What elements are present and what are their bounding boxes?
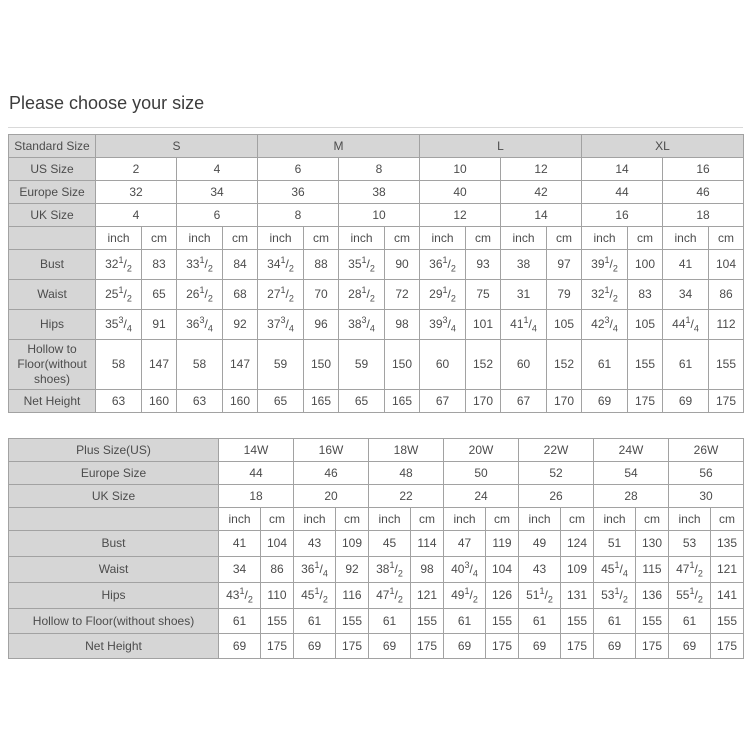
value-cell: 65 <box>142 280 177 310</box>
value-cell: 22W <box>519 439 594 462</box>
value-cell: 114 <box>411 531 444 557</box>
value-cell: 105 <box>547 310 582 340</box>
value-cell: 175 <box>411 634 444 659</box>
value-cell: 24 <box>444 485 519 508</box>
value-cell: 2 <box>96 158 177 181</box>
row-label-cell: Bust <box>9 531 219 557</box>
value-cell: 115 <box>636 557 669 583</box>
value-cell: $38^3/_4$ <box>339 310 385 340</box>
value-cell: 53 <box>669 531 711 557</box>
value-cell: 109 <box>336 531 369 557</box>
row-label-cell: Europe Size <box>9 181 96 204</box>
value-cell: $32^1/_2$ <box>582 280 628 310</box>
value-cell: 49 <box>519 531 561 557</box>
value-cell: 61 <box>519 609 561 634</box>
row-label-cell: Standard Size <box>9 135 96 158</box>
value-cell: 46 <box>294 462 369 485</box>
value-cell: 93 <box>466 250 501 280</box>
value-cell: $35^1/_2$ <box>339 250 385 280</box>
value-cell: 91 <box>142 310 177 340</box>
title-divider <box>8 127 743 128</box>
value-cell: 41 <box>219 531 261 557</box>
value-cell: 69 <box>444 634 486 659</box>
value-cell: 116 <box>336 583 369 609</box>
value-cell: 43 <box>519 557 561 583</box>
value-cell: 155 <box>411 609 444 634</box>
value-cell: 112 <box>709 310 744 340</box>
value-cell: 152 <box>466 340 501 390</box>
unit-header-cell: inch <box>501 227 547 250</box>
unit-header-cell: inch <box>96 227 142 250</box>
value-cell: 88 <box>304 250 339 280</box>
value-cell: 104 <box>709 250 744 280</box>
value-cell: 68 <box>223 280 258 310</box>
value-cell: 92 <box>336 557 369 583</box>
value-cell: 42 <box>501 181 582 204</box>
value-cell: 26W <box>669 439 744 462</box>
value-cell: 61 <box>669 609 711 634</box>
unit-header-cell: cm <box>711 508 744 531</box>
value-cell: 16 <box>663 158 744 181</box>
unit-header-cell: inch <box>258 227 304 250</box>
value-cell: 46 <box>663 181 744 204</box>
value-cell: 100 <box>628 250 663 280</box>
value-cell: $36^1/_4$ <box>294 557 336 583</box>
value-cell: 175 <box>628 390 663 413</box>
table-row-hollow-to-floor-without-shoes <box>9 340 744 390</box>
value-cell: 83 <box>142 250 177 280</box>
value-cell: $29^1/_2$ <box>420 280 466 310</box>
value-cell: 136 <box>636 583 669 609</box>
row-label-cell: Waist <box>9 557 219 583</box>
unit-header-cell: inch <box>339 227 385 250</box>
value-cell: 170 <box>466 390 501 413</box>
value-cell: 54 <box>594 462 669 485</box>
value-cell: 155 <box>261 609 294 634</box>
value-cell: 175 <box>336 634 369 659</box>
unit-header-cell: inch <box>669 508 711 531</box>
value-cell: 61 <box>663 340 709 390</box>
value-cell: 32 <box>96 181 177 204</box>
value-cell: M <box>258 135 420 158</box>
row-label-cell: US Size <box>9 158 96 181</box>
standard-size-table <box>8 134 744 413</box>
value-cell: 4 <box>177 158 258 181</box>
row-label-cell: Hips <box>9 583 219 609</box>
value-cell: $53^1/_2$ <box>594 583 636 609</box>
unit-header-cell: inch <box>177 227 223 250</box>
row-label-cell <box>9 508 219 531</box>
value-cell: 150 <box>304 340 339 390</box>
value-cell: 92 <box>223 310 258 340</box>
unit-header-cell: cm <box>385 227 420 250</box>
value-cell: 65 <box>339 390 385 413</box>
value-cell: 16 <box>582 204 663 227</box>
table-row-us-size <box>9 158 744 181</box>
value-cell: 69 <box>582 390 628 413</box>
value-cell: 155 <box>561 609 594 634</box>
value-cell: 147 <box>223 340 258 390</box>
table-row-europe-size <box>9 462 744 485</box>
value-cell: $37^3/_4$ <box>258 310 304 340</box>
page-title: Please choose your size <box>9 93 205 113</box>
value-cell: $45^1/_4$ <box>594 557 636 583</box>
value-cell: 160 <box>142 390 177 413</box>
value-cell: 69 <box>219 634 261 659</box>
unit-header-cell: inch <box>369 508 411 531</box>
table-row-europe-size <box>9 181 744 204</box>
value-cell: $49^1/_2$ <box>444 583 486 609</box>
value-cell: 61 <box>294 609 336 634</box>
value-cell: 61 <box>594 609 636 634</box>
row-label-cell: UK Size <box>9 485 219 508</box>
unit-header-cell: inch <box>294 508 336 531</box>
value-cell: $36^3/_4$ <box>177 310 223 340</box>
table-row-hips <box>9 310 744 340</box>
value-cell: 67 <box>420 390 466 413</box>
value-cell: 31 <box>501 280 547 310</box>
value-cell: 155 <box>636 609 669 634</box>
table-row-units <box>9 508 744 531</box>
value-cell: 59 <box>339 340 385 390</box>
table-row-net-height <box>9 634 744 659</box>
table-row-standard-size <box>9 135 744 158</box>
value-cell: $34^1/_2$ <box>258 250 304 280</box>
value-cell: 98 <box>385 310 420 340</box>
value-cell: 16W <box>294 439 369 462</box>
value-cell: 44 <box>582 181 663 204</box>
value-cell: 72 <box>385 280 420 310</box>
value-cell: 101 <box>466 310 501 340</box>
value-cell: 10 <box>420 158 501 181</box>
table-row-waist <box>9 280 744 310</box>
value-cell: 58 <box>177 340 223 390</box>
value-cell: 24W <box>594 439 669 462</box>
table-row-uk-size <box>9 204 744 227</box>
value-cell: 8 <box>339 158 420 181</box>
value-cell: 56 <box>669 462 744 485</box>
value-cell: 59 <box>258 340 304 390</box>
table-row-hips <box>9 583 744 609</box>
table-row-plus-size-us <box>9 439 744 462</box>
value-cell: 34 <box>663 280 709 310</box>
value-cell: 104 <box>261 531 294 557</box>
value-cell: 165 <box>385 390 420 413</box>
value-cell: 83 <box>628 280 663 310</box>
value-cell: 155 <box>711 609 744 634</box>
row-label-cell: Hollow to Floor(without shoes) <box>9 609 219 634</box>
row-label-cell: Waist <box>9 280 96 310</box>
value-cell: $25^1/_2$ <box>96 280 142 310</box>
value-cell: 175 <box>486 634 519 659</box>
value-cell: 51 <box>594 531 636 557</box>
value-cell: 155 <box>336 609 369 634</box>
table-row-units <box>9 227 744 250</box>
value-cell: 109 <box>561 557 594 583</box>
unit-header-cell: cm <box>709 227 744 250</box>
value-cell: $35^3/_4$ <box>96 310 142 340</box>
value-cell: S <box>96 135 258 158</box>
value-cell: 86 <box>709 280 744 310</box>
value-cell: 14 <box>501 204 582 227</box>
value-cell: 155 <box>486 609 519 634</box>
value-cell: 150 <box>385 340 420 390</box>
unit-header-cell: inch <box>444 508 486 531</box>
value-cell: 61 <box>444 609 486 634</box>
value-cell: 67 <box>501 390 547 413</box>
value-cell: 14W <box>219 439 294 462</box>
value-cell: $27^1/_2$ <box>258 280 304 310</box>
value-cell: 175 <box>636 634 669 659</box>
value-cell: 12 <box>501 158 582 181</box>
value-cell: 61 <box>219 609 261 634</box>
unit-header-cell: cm <box>486 508 519 531</box>
value-cell: $44^1/_4$ <box>663 310 709 340</box>
table-row-hollow-to-floor-without-shoes <box>9 609 744 634</box>
value-cell: 126 <box>486 583 519 609</box>
value-cell: 43 <box>294 531 336 557</box>
value-cell: 20W <box>444 439 519 462</box>
value-cell: 12 <box>420 204 501 227</box>
value-cell: 18W <box>369 439 444 462</box>
value-cell: 10 <box>339 204 420 227</box>
unit-header-cell: cm <box>142 227 177 250</box>
value-cell: 105 <box>628 310 663 340</box>
value-cell: 8 <box>258 204 339 227</box>
value-cell: 47 <box>444 531 486 557</box>
row-label-cell: Bust <box>9 250 96 280</box>
value-cell: 38 <box>339 181 420 204</box>
value-cell: 63 <box>96 390 142 413</box>
unit-header-cell: cm <box>223 227 258 250</box>
row-label-cell: Net Height <box>9 390 96 413</box>
value-cell: $40^3/_4$ <box>444 557 486 583</box>
value-cell: 69 <box>594 634 636 659</box>
value-cell: 38 <box>501 250 547 280</box>
value-cell: 147 <box>142 340 177 390</box>
value-cell: 155 <box>628 340 663 390</box>
value-cell: $47^1/_2$ <box>369 583 411 609</box>
unit-header-cell: inch <box>219 508 261 531</box>
value-cell: 41 <box>663 250 709 280</box>
value-cell: $42^3/_4$ <box>582 310 628 340</box>
value-cell: 90 <box>385 250 420 280</box>
value-cell: 50 <box>444 462 519 485</box>
value-cell: 36 <box>258 181 339 204</box>
value-cell: $28^1/_2$ <box>339 280 385 310</box>
value-cell: 58 <box>96 340 142 390</box>
value-cell: $32^1/_2$ <box>96 250 142 280</box>
unit-header-cell: cm <box>261 508 294 531</box>
value-cell: 175 <box>711 634 744 659</box>
unit-header-cell: inch <box>582 227 628 250</box>
row-label-cell: UK Size <box>9 204 96 227</box>
unit-header-cell: cm <box>636 508 669 531</box>
unit-header-cell: inch <box>420 227 466 250</box>
value-cell: 40 <box>420 181 501 204</box>
value-cell: $51^1/_2$ <box>519 583 561 609</box>
value-cell: $39^3/_4$ <box>420 310 466 340</box>
value-cell: 44 <box>219 462 294 485</box>
value-cell: 96 <box>304 310 339 340</box>
unit-header-cell: cm <box>411 508 444 531</box>
value-cell: 34 <box>177 181 258 204</box>
value-cell: 18 <box>219 485 294 508</box>
value-cell: 124 <box>561 531 594 557</box>
value-cell: 141 <box>711 583 744 609</box>
unit-header-cell: cm <box>466 227 501 250</box>
value-cell: 22 <box>369 485 444 508</box>
value-cell: 165 <box>304 390 339 413</box>
value-cell: 63 <box>177 390 223 413</box>
unit-header-cell: cm <box>628 227 663 250</box>
value-cell: 61 <box>369 609 411 634</box>
value-cell: $41^1/_4$ <box>501 310 547 340</box>
row-label-cell: Hollow to Floor(without shoes) <box>9 340 96 390</box>
value-cell: 79 <box>547 280 582 310</box>
value-cell: 121 <box>711 557 744 583</box>
value-cell: 70 <box>304 280 339 310</box>
value-cell: $38^1/_2$ <box>369 557 411 583</box>
value-cell: 86 <box>261 557 294 583</box>
row-label-cell <box>9 227 96 250</box>
value-cell: 175 <box>561 634 594 659</box>
value-cell: 26 <box>519 485 594 508</box>
value-cell: 60 <box>420 340 466 390</box>
value-cell: 130 <box>636 531 669 557</box>
value-cell: 6 <box>258 158 339 181</box>
value-cell: 30 <box>669 485 744 508</box>
value-cell: 98 <box>411 557 444 583</box>
value-cell: 61 <box>582 340 628 390</box>
value-cell: 69 <box>294 634 336 659</box>
value-cell: $47^1/_2$ <box>669 557 711 583</box>
value-cell: $39^1/_2$ <box>582 250 628 280</box>
value-cell: 175 <box>709 390 744 413</box>
unit-header-cell: inch <box>663 227 709 250</box>
value-cell: XL <box>582 135 744 158</box>
value-cell: 34 <box>219 557 261 583</box>
table-row-net-height <box>9 390 744 413</box>
value-cell: 121 <box>411 583 444 609</box>
value-cell: 155 <box>709 340 744 390</box>
unit-header-cell: cm <box>561 508 594 531</box>
value-cell: 6 <box>177 204 258 227</box>
row-label-cell: Plus Size(US) <box>9 439 219 462</box>
value-cell: 18 <box>663 204 744 227</box>
value-cell: 170 <box>547 390 582 413</box>
value-cell: 69 <box>369 634 411 659</box>
value-cell: 69 <box>669 634 711 659</box>
value-cell: 84 <box>223 250 258 280</box>
value-cell: 104 <box>486 557 519 583</box>
value-cell: 119 <box>486 531 519 557</box>
unit-header-cell: cm <box>304 227 339 250</box>
value-cell: 69 <box>663 390 709 413</box>
value-cell: $45^1/_2$ <box>294 583 336 609</box>
value-cell: $43^1/_2$ <box>219 583 261 609</box>
value-cell: 65 <box>258 390 304 413</box>
value-cell: 52 <box>519 462 594 485</box>
table-row-uk-size <box>9 485 744 508</box>
value-cell: 160 <box>223 390 258 413</box>
unit-header-cell: inch <box>519 508 561 531</box>
value-cell: 14 <box>582 158 663 181</box>
value-cell: 60 <box>501 340 547 390</box>
value-cell: 48 <box>369 462 444 485</box>
row-label-cell: Net Height <box>9 634 219 659</box>
value-cell: 175 <box>261 634 294 659</box>
row-label-cell: Europe Size <box>9 462 219 485</box>
value-cell: 131 <box>561 583 594 609</box>
table-row-waist <box>9 557 744 583</box>
table-row-bust <box>9 250 744 280</box>
value-cell: 97 <box>547 250 582 280</box>
value-cell: 45 <box>369 531 411 557</box>
value-cell: 135 <box>711 531 744 557</box>
unit-header-cell: inch <box>594 508 636 531</box>
unit-header-cell: cm <box>547 227 582 250</box>
value-cell: $33^1/_2$ <box>177 250 223 280</box>
value-cell: 28 <box>594 485 669 508</box>
table-row-bust <box>9 531 744 557</box>
value-cell: 75 <box>466 280 501 310</box>
unit-header-cell: cm <box>336 508 369 531</box>
value-cell: $36^1/_2$ <box>420 250 466 280</box>
value-cell: $26^1/_2$ <box>177 280 223 310</box>
value-cell: 20 <box>294 485 369 508</box>
value-cell: 4 <box>96 204 177 227</box>
value-cell: L <box>420 135 582 158</box>
value-cell: 110 <box>261 583 294 609</box>
row-label-cell: Hips <box>9 310 96 340</box>
plus-size-table <box>8 438 744 659</box>
value-cell: $55^1/_2$ <box>669 583 711 609</box>
value-cell: 69 <box>519 634 561 659</box>
value-cell: 152 <box>547 340 582 390</box>
